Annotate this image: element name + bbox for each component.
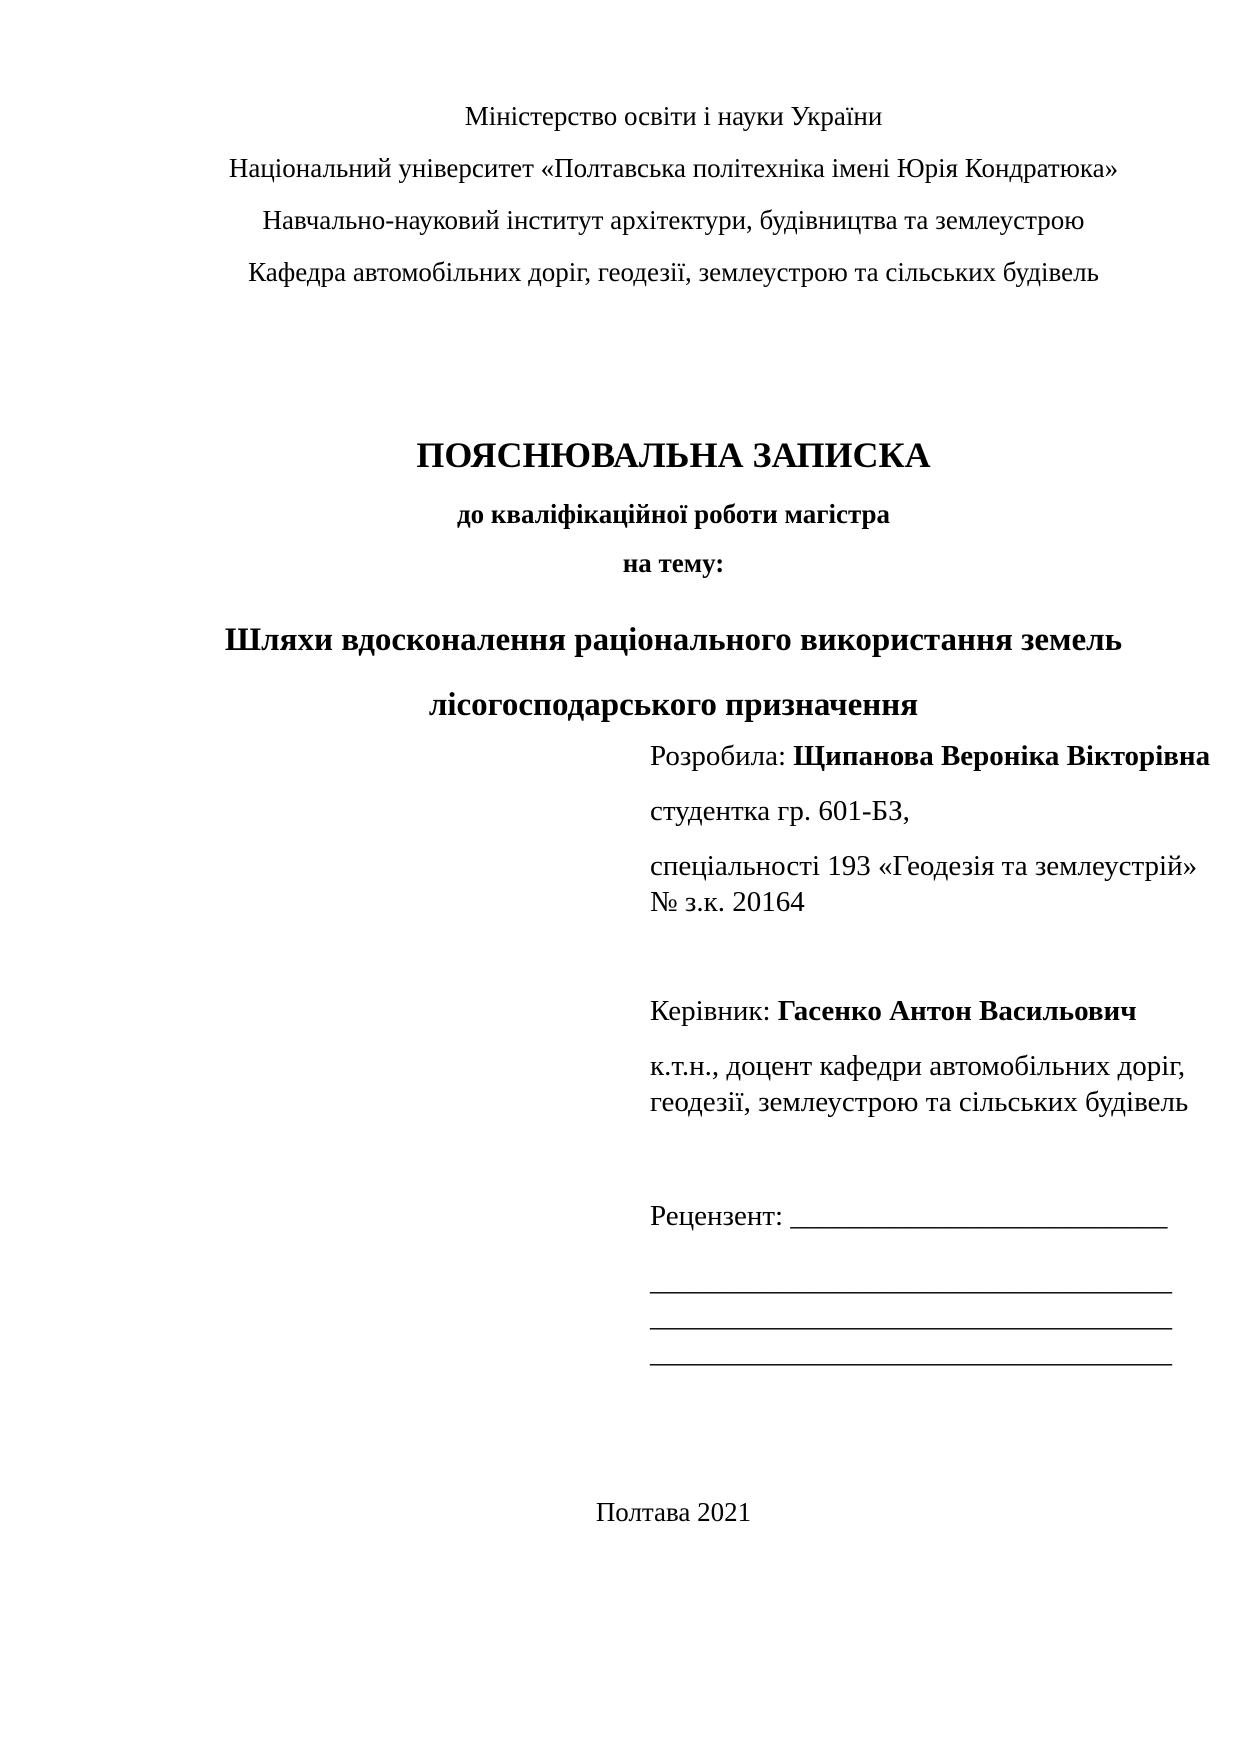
author-record-number-line: № з.к. 20164 <box>650 886 805 918</box>
university-line: Національний університет «Полтавська політехніка імені Юрія Кондратюка» <box>228 153 1119 183</box>
institute-line: Навчально-науковий інститут архітектури, будівництва та землеустрою <box>262 205 1085 235</box>
ministry-line: Міністерство освіти і науки України <box>464 101 883 131</box>
document-title: ПОЯСНЮВАЛЬНА ЗАПИСКА <box>416 435 931 475</box>
thesis-topic-line-1: Шляхи вдосконалення раціонального використання земель <box>224 622 1123 658</box>
author-specialty-line: спеціальності 193 «Геодезія та землеустрій» <box>650 850 1198 882</box>
supervisor-position-line-1: к.т.н., доцент кафедри автомобільних доріг, <box>650 1050 1186 1082</box>
department-line: Кафедра автомобільних доріг, геодезії, землеустрою та сільських будівель <box>248 257 1099 287</box>
reviewer-blank-line: ____________________________________ <box>650 1301 1172 1333</box>
supervisor-name: Гасенко Антон Васильович <box>777 995 1137 1027</box>
author-group-line: студентка гр. 601-БЗ, <box>650 795 910 827</box>
supervisor-line <box>650 993 1180 1029</box>
reviewer-line <box>650 1198 1180 1234</box>
reviewer-blank-line: ____________________________________ <box>650 1337 1172 1369</box>
reviewer-blank-line: ____________________________________ <box>650 1265 1172 1297</box>
reviewer-signature-blank: __________________________ <box>790 1200 1168 1232</box>
thesis-topic <box>177 608 1170 738</box>
author-name: Щипанова Вероніка Вікторівна <box>793 740 1211 772</box>
city-year: Полтава 2021 <box>595 1497 752 1527</box>
author-line <box>650 738 1211 774</box>
credits-block <box>650 738 1211 1371</box>
reviewer-role-label: Рецензент: <box>650 1200 791 1232</box>
document-subtitle: до кваліфікаційної роботи магістра <box>456 499 891 529</box>
document-header <box>177 90 1170 298</box>
topic-label: на тему: <box>622 548 725 578</box>
supervisor-role-label: Керівник: <box>650 995 778 1027</box>
thesis-topic-line-2: лісогосподарського призначення <box>428 687 919 723</box>
author-role-label: Розробила: <box>650 740 794 772</box>
supervisor-position-line-2: геодезії, землеустрою та сільських будівель <box>650 1086 1189 1118</box>
